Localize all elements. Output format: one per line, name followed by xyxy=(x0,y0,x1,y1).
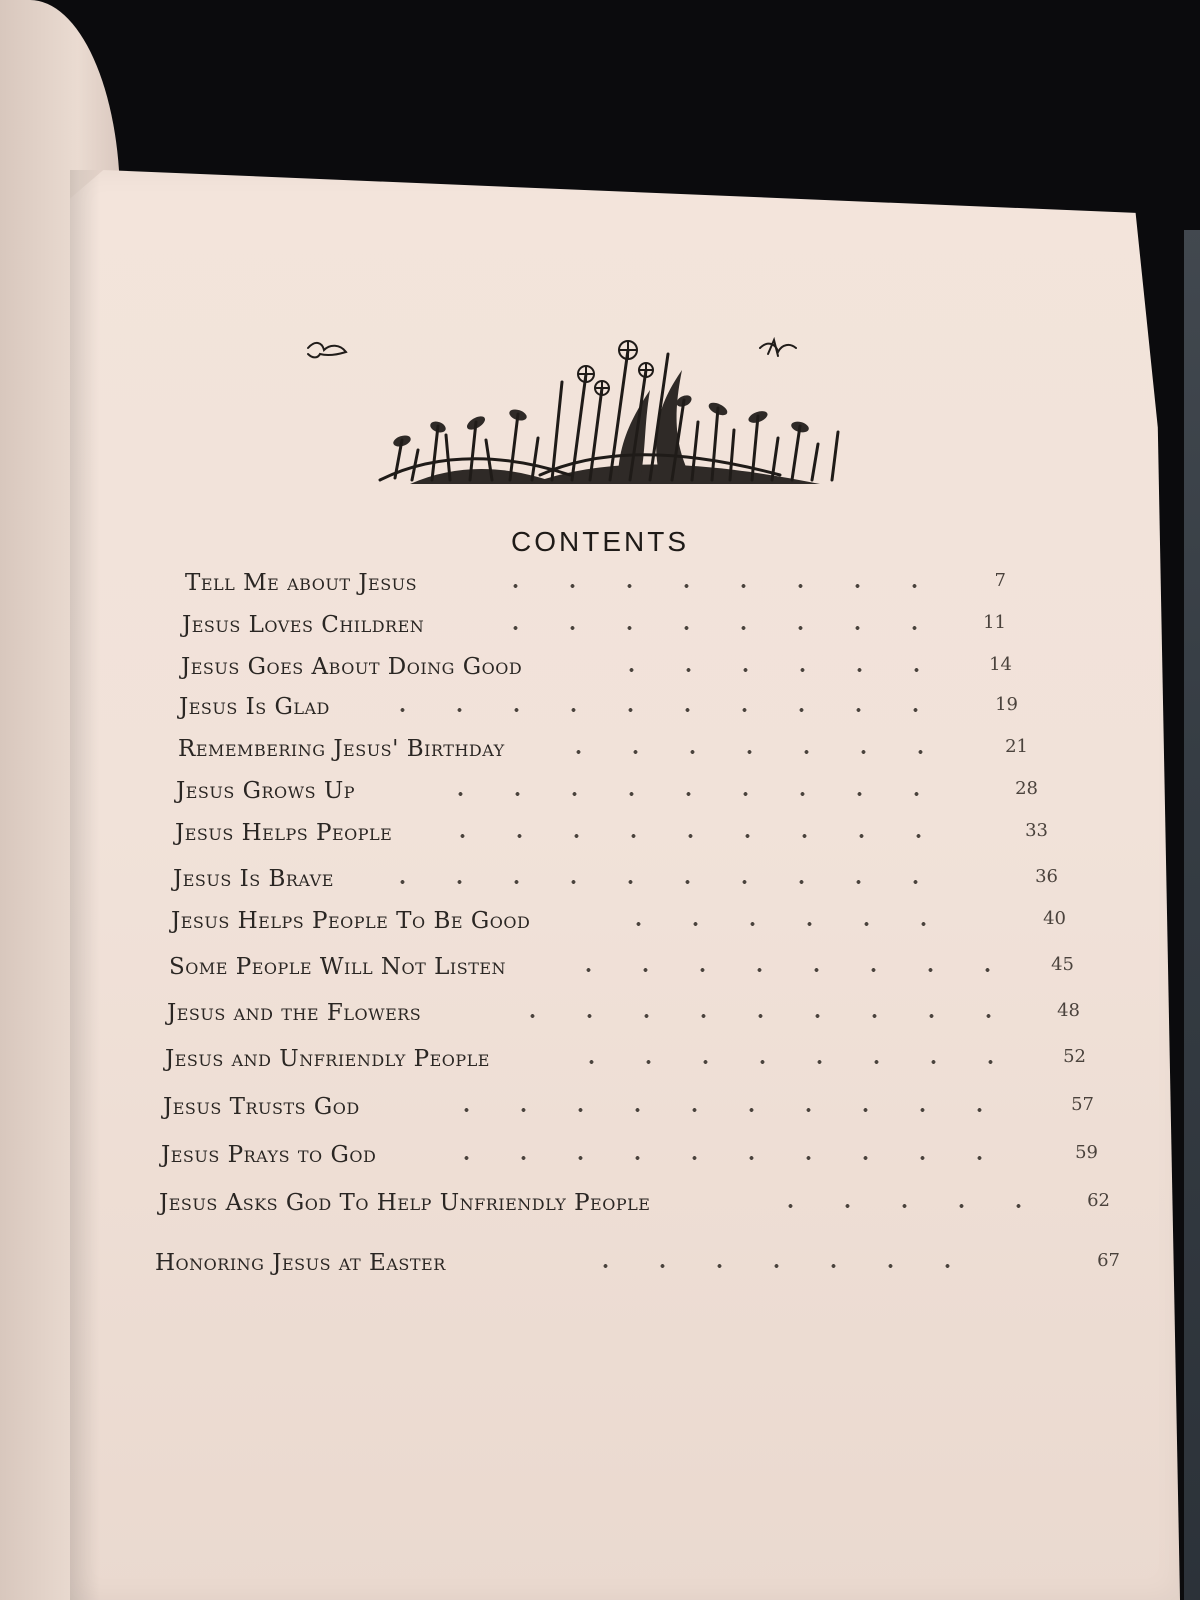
toc-entry-page: 62 xyxy=(1087,1190,1110,1211)
toc-entry[interactable] xyxy=(0,1000,1200,1034)
contents-title: CONTENTS xyxy=(511,526,689,557)
toc-entry[interactable] xyxy=(0,820,1200,854)
toc-entry-page: 57 xyxy=(1071,1094,1094,1115)
toc-entry-title: Jesus Helps People xyxy=(175,820,393,846)
toc-entry-page: 45 xyxy=(1051,954,1074,975)
leader-dots xyxy=(487,583,943,589)
toc-entry-title: Jesus Grows Up xyxy=(176,778,356,804)
leader-dots xyxy=(563,1059,1003,1065)
toc-entry-title: Jesus Trusts God xyxy=(163,1094,360,1120)
toc-entry-page: 28 xyxy=(1015,778,1038,799)
leader-dots xyxy=(603,667,943,673)
toc-entry-page: 67 xyxy=(1097,1250,1120,1271)
toc-entry[interactable] xyxy=(0,694,1200,728)
leader-dots xyxy=(438,1155,1018,1161)
toc-entry-title: Honoring Jesus at Easter xyxy=(155,1250,446,1276)
leader-dots xyxy=(504,1013,994,1019)
toc-entry[interactable] xyxy=(0,1250,1200,1284)
toc-entry-title: Some People Will Not Listen xyxy=(169,954,507,980)
toc-entry-title: Jesus and Unfriendly People xyxy=(165,1046,490,1072)
toc-entry-title: Jesus Helps People To Be Good xyxy=(171,908,531,934)
toc-entry-page: 21 xyxy=(1005,736,1028,757)
leader-dots xyxy=(432,791,957,797)
toc-entry[interactable] xyxy=(0,866,1200,900)
toc-entry-title: Jesus and the Flowers xyxy=(167,1000,422,1026)
leader-dots xyxy=(610,921,975,927)
toc-entry-title: Jesus Is Brave xyxy=(173,866,334,892)
toc-entry[interactable] xyxy=(0,736,1200,770)
toc-entry[interactable] xyxy=(0,1190,1200,1224)
leader-dots xyxy=(374,879,961,885)
toc-entry[interactable] xyxy=(0,954,1200,988)
toc-entry-page: 19 xyxy=(995,694,1018,715)
toc-entry-page: 48 xyxy=(1057,1000,1080,1021)
toc-entry[interactable] xyxy=(0,908,1200,942)
leader-dots xyxy=(762,1203,1032,1209)
leader-dots xyxy=(550,749,945,755)
toc-entry-title: Jesus Asks God To Help Unfriendly People xyxy=(159,1190,651,1216)
toc-entry-title: Jesus Is Glad xyxy=(179,694,330,720)
toc-entry[interactable] xyxy=(0,570,1200,604)
toc-entry-page: 7 xyxy=(994,570,1006,591)
toc-entry[interactable] xyxy=(0,1046,1200,1080)
toc-entry[interactable] xyxy=(0,1094,1200,1128)
toc-entry-title: Tell Me about Jesus xyxy=(185,570,418,596)
toc-entry-page: 33 xyxy=(1025,820,1048,841)
toc-entry-page: 59 xyxy=(1075,1142,1098,1163)
toc-entry-title: Jesus Prays to God xyxy=(161,1142,377,1168)
toc-entry-title: Jesus Goes About Doing Good xyxy=(181,654,523,680)
leader-dots xyxy=(487,625,943,631)
toc-entry-page: 11 xyxy=(983,612,1006,633)
toc-entry-page: 52 xyxy=(1063,1046,1086,1067)
toc-entry-title: Remembering Jesus' Birthday xyxy=(178,736,505,762)
leader-dots xyxy=(438,1107,1008,1113)
leader-dots xyxy=(374,707,944,713)
leader-dots xyxy=(560,967,990,973)
toc-entry[interactable] xyxy=(0,778,1200,812)
toc-entry[interactable] xyxy=(0,612,1200,646)
toc-entry[interactable] xyxy=(0,654,1200,688)
toc-entry[interactable] xyxy=(0,1142,1200,1176)
toc-entry-page: 36 xyxy=(1035,866,1058,887)
toc-entry-page: 40 xyxy=(1043,908,1066,929)
toc-entry-page: 14 xyxy=(989,654,1012,675)
leader-dots xyxy=(577,1263,977,1269)
leader-dots xyxy=(434,833,959,839)
toc-entry-title: Jesus Loves Children xyxy=(182,612,425,638)
